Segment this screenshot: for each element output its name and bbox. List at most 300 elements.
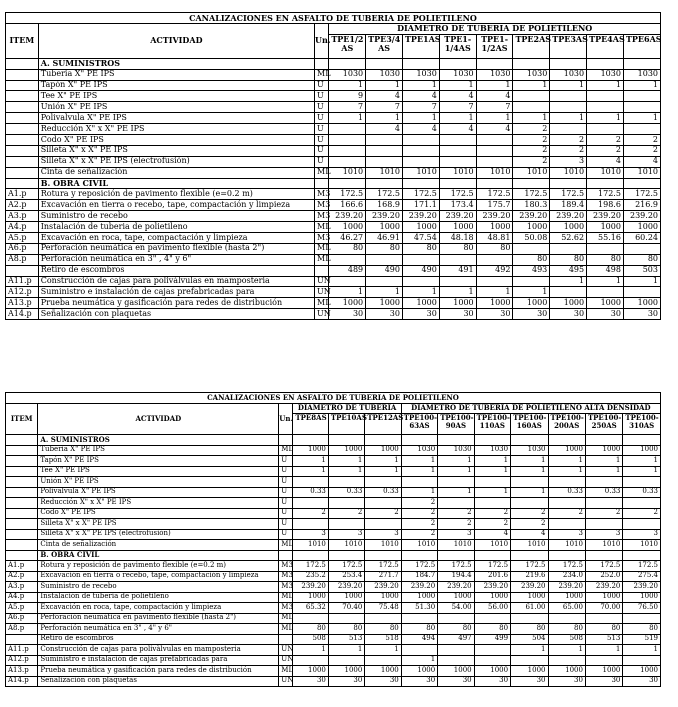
table-row — [6, 222, 661, 233]
column-header: TPE100- 310AS — [623, 414, 661, 435]
quantity-cell: 1 — [439, 113, 476, 124]
quantity-cell: 1 — [328, 466, 364, 477]
item-code — [6, 91, 39, 102]
unit-cell: M3 — [315, 211, 329, 222]
quantity-cell: 172.5 — [550, 189, 587, 200]
unit-cell: M3 — [279, 571, 293, 582]
item-code — [6, 124, 39, 135]
quantity-cell — [293, 435, 328, 446]
item-code — [6, 529, 38, 540]
quantity-cell: 1 — [439, 287, 476, 298]
table-row — [6, 561, 661, 572]
column-header: TPE100- 250AS — [585, 414, 622, 435]
item-code — [6, 435, 38, 446]
quantity-cell: 1 — [623, 113, 660, 124]
quantity-cell: 239.20 — [329, 211, 366, 222]
quantity-cell — [623, 178, 660, 189]
quantity-cell: 1000 — [474, 592, 510, 603]
quantity-cell — [548, 498, 585, 509]
quantity-cell: 172.5 — [293, 561, 328, 572]
column-header: TPE10AS — [328, 414, 364, 435]
quantity-cell: 498 — [587, 265, 624, 276]
quantity-cell: 1010 — [402, 167, 439, 178]
quantity-cell: 1000 — [623, 222, 660, 233]
quantity-cell — [623, 243, 660, 254]
item-code: A3.p — [6, 582, 38, 593]
quantity-cell: 1 — [474, 466, 510, 477]
item-code — [6, 498, 38, 509]
unit-cell: ML — [315, 167, 329, 178]
quantity-cell: 1000 — [293, 445, 328, 456]
quantity-cell: 80 — [550, 254, 587, 265]
quantity-cell — [438, 550, 474, 561]
quantity-cell: 1 — [401, 655, 437, 666]
quantity-cell — [585, 550, 622, 561]
quantity-cell: 172.5 — [366, 189, 403, 200]
quantity-cell — [329, 145, 366, 156]
unit-cell: U — [279, 508, 293, 519]
item-code: A12.p — [6, 655, 38, 666]
quantity-cell: 1000 — [293, 666, 328, 677]
quantity-cell: 9 — [329, 91, 366, 102]
unit-cell — [315, 178, 329, 189]
unit-cell: ML — [279, 445, 293, 456]
quantity-cell: 2 — [474, 519, 510, 530]
quantity-cell — [365, 550, 401, 561]
quantity-cell — [293, 498, 328, 509]
quantity-cell: 1 — [293, 645, 328, 656]
quantity-cell: 2 — [623, 135, 660, 146]
quantity-cell: 1000 — [513, 298, 550, 309]
quantity-cell: 1030 — [511, 445, 548, 456]
table-row — [6, 58, 661, 69]
quantity-cell: 166.6 — [329, 200, 366, 211]
unit-cell: ML — [279, 666, 293, 677]
quantity-cell: 172.5 — [329, 189, 366, 200]
unit-cell: U — [279, 466, 293, 477]
quantity-cell — [293, 655, 328, 666]
quantity-cell: 1 — [401, 487, 437, 498]
activity-description: Unión X" PE IPS — [38, 102, 314, 113]
table-row — [6, 571, 661, 582]
quantity-cell — [550, 178, 587, 189]
unit-cell: ML — [315, 222, 329, 233]
quantity-cell: 0.33 — [328, 487, 364, 498]
quantity-cell: 1000 — [623, 445, 661, 456]
unit-cell: U — [315, 135, 329, 146]
column-header: TPE100- 160AS — [511, 414, 548, 435]
item-code: A8.p — [6, 254, 39, 265]
quantity-cell: 1 — [585, 466, 622, 477]
quantity-cell: 239.20 — [476, 211, 513, 222]
quantity-cell: 1010 — [511, 540, 548, 551]
quantity-cell: 1030 — [587, 69, 624, 80]
quantity-cell: 518 — [365, 634, 401, 645]
quantity-cell: 198.6 — [587, 200, 624, 211]
quantity-cell: 4 — [476, 91, 513, 102]
quantity-cell: 30 — [550, 309, 587, 320]
quantity-cell — [623, 519, 661, 530]
quantity-cell: 30 — [623, 309, 660, 320]
quantity-cell: 252.0 — [585, 571, 622, 582]
activity-header: ACTIVIDAD — [38, 23, 314, 58]
quantity-cell: 1 — [587, 80, 624, 91]
table-row — [6, 298, 661, 309]
activity-description: Instalación de tuberia de polietileno — [38, 592, 279, 603]
unit-cell: U — [279, 519, 293, 530]
table-row — [6, 666, 661, 677]
quantity-cell — [401, 477, 437, 488]
diameter-group-header: DIAMETRO DE TUBERIA — [293, 403, 401, 414]
quantity-cell — [366, 135, 403, 146]
quantity-cell: 172.5 — [513, 189, 550, 200]
column-header: TPE2AS — [513, 34, 550, 58]
quantity-cell — [293, 550, 328, 561]
quantity-cell: 7 — [329, 102, 366, 113]
quantity-cell: 234.0 — [548, 571, 585, 582]
item-code — [6, 145, 39, 156]
quantity-cell — [401, 435, 437, 446]
quantity-cell — [511, 655, 548, 666]
quantity-cell: 80 — [623, 254, 660, 265]
activity-description: Silleta X" x X" PE IPS — [38, 145, 314, 156]
quantity-cell — [623, 287, 660, 298]
quantity-cell: 1000 — [438, 666, 474, 677]
quantity-cell: 1030 — [329, 69, 366, 80]
quantity-cell — [623, 613, 661, 624]
quantity-cell: 1 — [513, 80, 550, 91]
column-header: TPE1- 1/4AS — [439, 34, 476, 58]
quantity-cell: 1000 — [513, 222, 550, 233]
quantity-cell: 1 — [293, 466, 328, 477]
quantity-cell: 1 — [511, 645, 548, 656]
activity-description: Excavación en tierra o recebo, tape, compactación y limpieza — [38, 200, 314, 211]
quantity-cell: 4 — [366, 91, 403, 102]
activity-description: Construcción de cajas para polivàlvulas en mamposteria — [38, 645, 279, 656]
quantity-cell — [550, 287, 587, 298]
quantity-cell: 1 — [328, 645, 364, 656]
quantity-cell: 80 — [439, 243, 476, 254]
quantity-cell — [587, 58, 624, 69]
quantity-cell: 172.5 — [623, 189, 660, 200]
quantity-cell: 497 — [438, 634, 474, 645]
quantity-cell: 1010 — [329, 167, 366, 178]
unit-cell: M3 — [279, 582, 293, 593]
quantity-cell: 2 — [513, 135, 550, 146]
quantity-cell — [329, 156, 366, 167]
quantity-cell — [402, 276, 439, 287]
quantity-cell — [550, 124, 587, 135]
quantity-cell: 171.1 — [402, 200, 439, 211]
item-code — [6, 445, 38, 456]
quantity-cell: 1030 — [366, 69, 403, 80]
item-code: A6.p — [6, 243, 39, 254]
quantity-cell: 3 — [293, 529, 328, 540]
unit-cell: U — [315, 113, 329, 124]
item-code: A2.p — [6, 200, 39, 211]
quantity-cell: 508 — [548, 634, 585, 645]
quantity-cell — [329, 124, 366, 135]
quantity-cell: 239.20 — [623, 582, 661, 593]
item-code: A14.p — [6, 676, 38, 687]
quantity-cell: 47.54 — [402, 233, 439, 244]
quantity-cell: 1 — [623, 466, 661, 477]
activity-description: Codo X" PE IPS — [38, 135, 314, 146]
table-row — [6, 113, 661, 124]
quantity-cell: 172.5 — [401, 561, 437, 572]
quantity-cell — [293, 519, 328, 530]
quantity-cell — [585, 613, 622, 624]
quantity-cell — [548, 435, 585, 446]
quantity-cell — [293, 613, 328, 624]
item-code — [6, 508, 38, 519]
activity-description: Suministro e instalación de cajas prefabricadas para — [38, 287, 314, 298]
quantity-cell: 172.5 — [587, 189, 624, 200]
quantity-cell: 1000 — [585, 592, 622, 603]
quantity-cell: 1 — [587, 276, 624, 287]
quantity-cell: 1 — [401, 466, 437, 477]
quantity-cell: 30 — [439, 309, 476, 320]
pipe-table-1 — [5, 12, 661, 320]
quantity-cell: 0.33 — [365, 487, 401, 498]
quantity-cell: 1030 — [401, 445, 437, 456]
quantity-cell: 1010 — [513, 167, 550, 178]
unit-cell: ML — [315, 298, 329, 309]
quantity-cell: 0.33 — [585, 487, 622, 498]
quantity-cell: 173.4 — [439, 200, 476, 211]
quantity-cell: 30 — [329, 309, 366, 320]
quantity-cell: 30 — [438, 676, 474, 687]
quantity-cell — [329, 178, 366, 189]
quantity-cell — [476, 58, 513, 69]
quantity-cell: 4 — [439, 91, 476, 102]
quantity-cell: 30 — [623, 676, 661, 687]
quantity-cell: 4 — [402, 91, 439, 102]
unit-cell: U — [279, 487, 293, 498]
quantity-cell: 0.33 — [293, 487, 328, 498]
quantity-cell: 1030 — [402, 69, 439, 80]
quantity-cell: 54.00 — [438, 603, 474, 614]
quantity-cell: 65.00 — [548, 603, 585, 614]
table-row — [6, 265, 661, 276]
column-header: TPE8AS — [293, 414, 328, 435]
quantity-cell — [439, 58, 476, 69]
activity-description: Instalación de tuberia de polietileno — [38, 222, 314, 233]
quantity-cell — [365, 519, 401, 530]
quantity-cell: 80 — [438, 624, 474, 635]
quantity-cell: 3 — [328, 529, 364, 540]
quantity-cell: 494 — [401, 634, 437, 645]
quantity-cell: 189.4 — [550, 200, 587, 211]
quantity-cell: 80 — [587, 254, 624, 265]
activity-description: Unión X" PE IPS — [38, 477, 279, 488]
column-header: TPE1/2 AS — [329, 34, 366, 58]
activity-description: Polivalvula X" PE IPS — [38, 487, 279, 498]
quantity-cell: 172.5 — [328, 561, 364, 572]
quantity-cell: 1000 — [401, 666, 437, 677]
quantity-cell — [513, 276, 550, 287]
activity-description: Silleta X" x X" PE IPS — [38, 519, 279, 530]
quantity-cell: 172.5 — [438, 561, 474, 572]
quantity-cell: 80 — [365, 624, 401, 635]
quantity-cell: 2 — [401, 498, 437, 509]
quantity-cell: 65.32 — [293, 603, 328, 614]
unit-cell: M3 — [279, 603, 293, 614]
quantity-cell — [513, 178, 550, 189]
quantity-cell — [438, 645, 474, 656]
table-row — [6, 613, 661, 624]
quantity-cell: 48.18 — [439, 233, 476, 244]
quantity-cell: 1010 — [366, 167, 403, 178]
unit-cell: U — [279, 477, 293, 488]
activity-description: Tee X" PE IPS — [38, 91, 314, 102]
activity-description: Perforación neumática en 3" , 4" y 6" — [38, 254, 314, 265]
item-code — [6, 265, 39, 276]
quantity-cell — [476, 156, 513, 167]
quantity-cell — [548, 550, 585, 561]
table-row — [6, 91, 661, 102]
unit-cell: ML — [315, 243, 329, 254]
quantity-cell: 1010 — [585, 540, 622, 551]
quantity-cell: 80 — [548, 624, 585, 635]
table-row — [6, 124, 661, 135]
quantity-cell: 1030 — [474, 445, 510, 456]
column-header: TPE6AS — [623, 34, 660, 58]
item-code — [6, 487, 38, 498]
quantity-cell: 2 — [401, 519, 437, 530]
quantity-cell: 30 — [293, 676, 328, 687]
table-row — [6, 603, 661, 614]
table-row — [6, 498, 661, 509]
quantity-cell — [511, 477, 548, 488]
quantity-cell — [366, 276, 403, 287]
quantity-cell: 495 — [550, 265, 587, 276]
quantity-cell: 508 — [293, 634, 328, 645]
quantity-cell: 1010 — [293, 540, 328, 551]
quantity-cell — [511, 550, 548, 561]
activity-description: Retiro de escombros — [38, 634, 279, 645]
quantity-cell: 1010 — [328, 540, 364, 551]
item-code — [6, 550, 38, 561]
quantity-cell: 1 — [550, 80, 587, 91]
quantity-cell: 1 — [328, 456, 364, 467]
quantity-cell — [513, 102, 550, 113]
quantity-cell: 1000 — [587, 222, 624, 233]
quantity-cell: 1000 — [548, 445, 585, 456]
quantity-cell: 1 — [474, 456, 510, 467]
unit-header: Un. — [315, 23, 329, 58]
quantity-cell: 30 — [474, 676, 510, 687]
quantity-cell: 2 — [513, 145, 550, 156]
unit-cell: ML — [279, 540, 293, 551]
quantity-cell: 216.9 — [623, 200, 660, 211]
column-header: TPE4AS — [587, 34, 624, 58]
table-row — [6, 145, 661, 156]
quantity-cell — [329, 58, 366, 69]
unit-cell — [279, 435, 293, 446]
item-header: ITEM — [6, 23, 39, 58]
item-code — [6, 634, 38, 645]
quantity-cell — [402, 178, 439, 189]
quantity-cell: 1000 — [366, 298, 403, 309]
activity-description: Cinta de señalización — [38, 540, 279, 551]
quantity-cell: 492 — [476, 265, 513, 276]
unit-cell: U — [315, 145, 329, 156]
quantity-cell: 4 — [511, 529, 548, 540]
quantity-cell: 239.20 — [438, 582, 474, 593]
quantity-cell: 2 — [513, 124, 550, 135]
quantity-cell: 1000 — [365, 445, 401, 456]
quantity-cell: 1 — [548, 645, 585, 656]
quantity-cell — [474, 477, 510, 488]
quantity-cell: 1 — [513, 113, 550, 124]
quantity-cell: 60.24 — [623, 233, 660, 244]
quantity-cell — [366, 58, 403, 69]
quantity-cell: 513 — [585, 634, 622, 645]
hdpe-group-header: DIAMETRO DE TUBERIA DE POLIETILENO ALTA DENSIDAD — [401, 403, 660, 414]
quantity-cell: 1010 — [401, 540, 437, 551]
activity-description: Suministro de recebo — [38, 582, 279, 593]
quantity-cell: 1 — [439, 80, 476, 91]
quantity-cell: 46.27 — [329, 233, 366, 244]
quantity-cell: 253.4 — [328, 571, 364, 582]
quantity-cell: 80 — [476, 243, 513, 254]
quantity-cell: 239.20 — [474, 582, 510, 593]
quantity-cell — [366, 254, 403, 265]
quantity-cell — [623, 498, 661, 509]
activity-description: Excavación en tierra o recebo, tape, compactación y limpieza — [38, 571, 279, 582]
pipe-table-2 — [5, 392, 661, 687]
activity-description: A. SUMINISTROS — [38, 435, 279, 446]
quantity-cell: 1 — [438, 487, 474, 498]
quantity-cell: 2 — [550, 135, 587, 146]
quantity-cell — [623, 435, 661, 446]
column-header: TPE100- 200AS — [548, 414, 585, 435]
item-code — [6, 135, 39, 146]
quantity-cell: 0.33 — [548, 487, 585, 498]
quantity-cell — [476, 276, 513, 287]
quantity-cell: 2 — [438, 519, 474, 530]
quantity-cell: 7 — [402, 102, 439, 113]
quantity-cell: 239.20 — [293, 582, 328, 593]
table-row — [6, 508, 661, 519]
quantity-cell — [476, 135, 513, 146]
quantity-cell: 172.5 — [623, 561, 661, 572]
activity-description: Retiro de escombros — [38, 265, 314, 276]
quantity-cell: 1000 — [548, 592, 585, 603]
quantity-cell — [474, 498, 510, 509]
activity-description: Perforación neumática en pavimento flexible (hasta 2") — [38, 613, 279, 624]
quantity-cell: 1000 — [402, 298, 439, 309]
table-row — [6, 276, 661, 287]
activity-description: Silleta X" x X" PE IPS (electrofusión) — [38, 156, 314, 167]
quantity-cell — [438, 498, 474, 509]
table-row — [6, 156, 661, 167]
quantity-cell: 1 — [511, 466, 548, 477]
quantity-cell — [623, 655, 661, 666]
activity-description: Perforación neumática en 3" , 4" y 6" — [38, 624, 279, 635]
quantity-cell: 1 — [623, 645, 661, 656]
quantity-cell: 80 — [511, 624, 548, 635]
unit-cell: U — [279, 529, 293, 540]
quantity-cell — [439, 135, 476, 146]
quantity-cell: 271.7 — [365, 571, 401, 582]
item-code: A4.p — [6, 222, 39, 233]
quantity-cell — [623, 550, 661, 561]
table-row — [6, 645, 661, 656]
quantity-cell: 175.7 — [476, 200, 513, 211]
item-code: A5.p — [6, 233, 39, 244]
